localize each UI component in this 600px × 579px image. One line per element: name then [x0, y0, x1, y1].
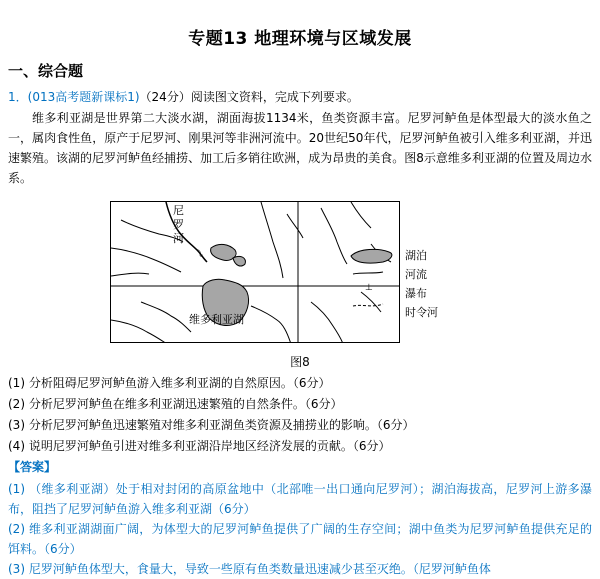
- question-paragraph: 维多利亚湖是世界第二大淡水湖，湖面海拔1134米，鱼类资源丰富。尼罗河鲈鱼是体型最大的淡水鱼之一，属肉食性鱼，原产于尼罗河、刚果河等非洲河流中。20世纪50年代，尼罗河鲈鱼被引入维多利亚湖，并迅速繁殖。该湖的尼罗河鲈鱼经捕捞、加工后多销往欧洲，成为昂贵的美食。图8示意维多利亚湖的位置及周边水系。: [8, 111, 592, 185]
- answer-3: (3) 尼罗河鲈鱼体型大，食量大，导致一些原有鱼类数量迅速减少甚至灭绝。（尼罗河鲈鱼体: [8, 562, 491, 576]
- legend-seasonal-river: 时令河: [405, 306, 438, 319]
- legend-river: 河流: [405, 268, 427, 281]
- sub-question-2: (2) 分析尼罗河鲈鱼在维多利亚湖迅速繁殖的自然条件。（6分）: [8, 397, 343, 411]
- sub-question-3: (3) 分析尼罗河鲈鱼迅速繁殖对维多利亚湖鱼类资源及捕捞业的影响。（6分）: [8, 418, 415, 432]
- question-header: [8, 89, 359, 105]
- waterfall-icon: ⊥: [365, 283, 373, 293]
- section-heading: 一、综合题: [8, 62, 84, 80]
- svg-text:⤵: ⤵: [195, 249, 203, 258]
- answer-1: (1) （维多利亚湖）处于相对封闭的高原盆地中（北部唯一出口通向尼罗河）；湖泊海拔高，尼罗河上游多瀑布，阻挡了尼罗河鲈鱼游入维多利亚湖（6分）: [8, 482, 592, 516]
- lake-label: 维多利亚湖: [189, 313, 244, 326]
- river-icon: [353, 272, 383, 274]
- sub-question-4: (4) 说明尼罗河鲈鱼引进对维多利亚湖沿岸地区经济发展的贡献。（6分）: [8, 439, 391, 453]
- answer-2: (2) 维多利亚湖湖面广阔，为体型大的尼罗河鲈鱼提供了广阔的生存空间；湖中鱼类为尼罗河鲈鱼提供充足的饵料。（6分）: [8, 522, 592, 556]
- map-legend: [345, 242, 403, 322]
- nile-label: 尼罗河: [173, 204, 184, 245]
- question-number: 1．: [8, 90, 28, 104]
- figure-caption: 图8: [290, 355, 310, 369]
- question-prompt: （24分）阅读图文资料，完成下列要求。: [139, 90, 359, 104]
- page-title: 专题13 地理环境与区域发展: [188, 29, 412, 49]
- answer-heading: 【答案】: [8, 460, 57, 474]
- sub-question-1: (1) 分析阻碍尼罗河鲈鱼游入维多利亚湖的自然原因。（6分）: [8, 376, 331, 390]
- seasonal-river-icon: [353, 304, 383, 306]
- question-source-link[interactable]: (013高考题新课标1): [27, 90, 140, 104]
- lake-icon: [351, 249, 392, 263]
- legend-waterfall: 瀑布: [405, 287, 427, 300]
- legend-lake: 湖泊: [405, 249, 427, 262]
